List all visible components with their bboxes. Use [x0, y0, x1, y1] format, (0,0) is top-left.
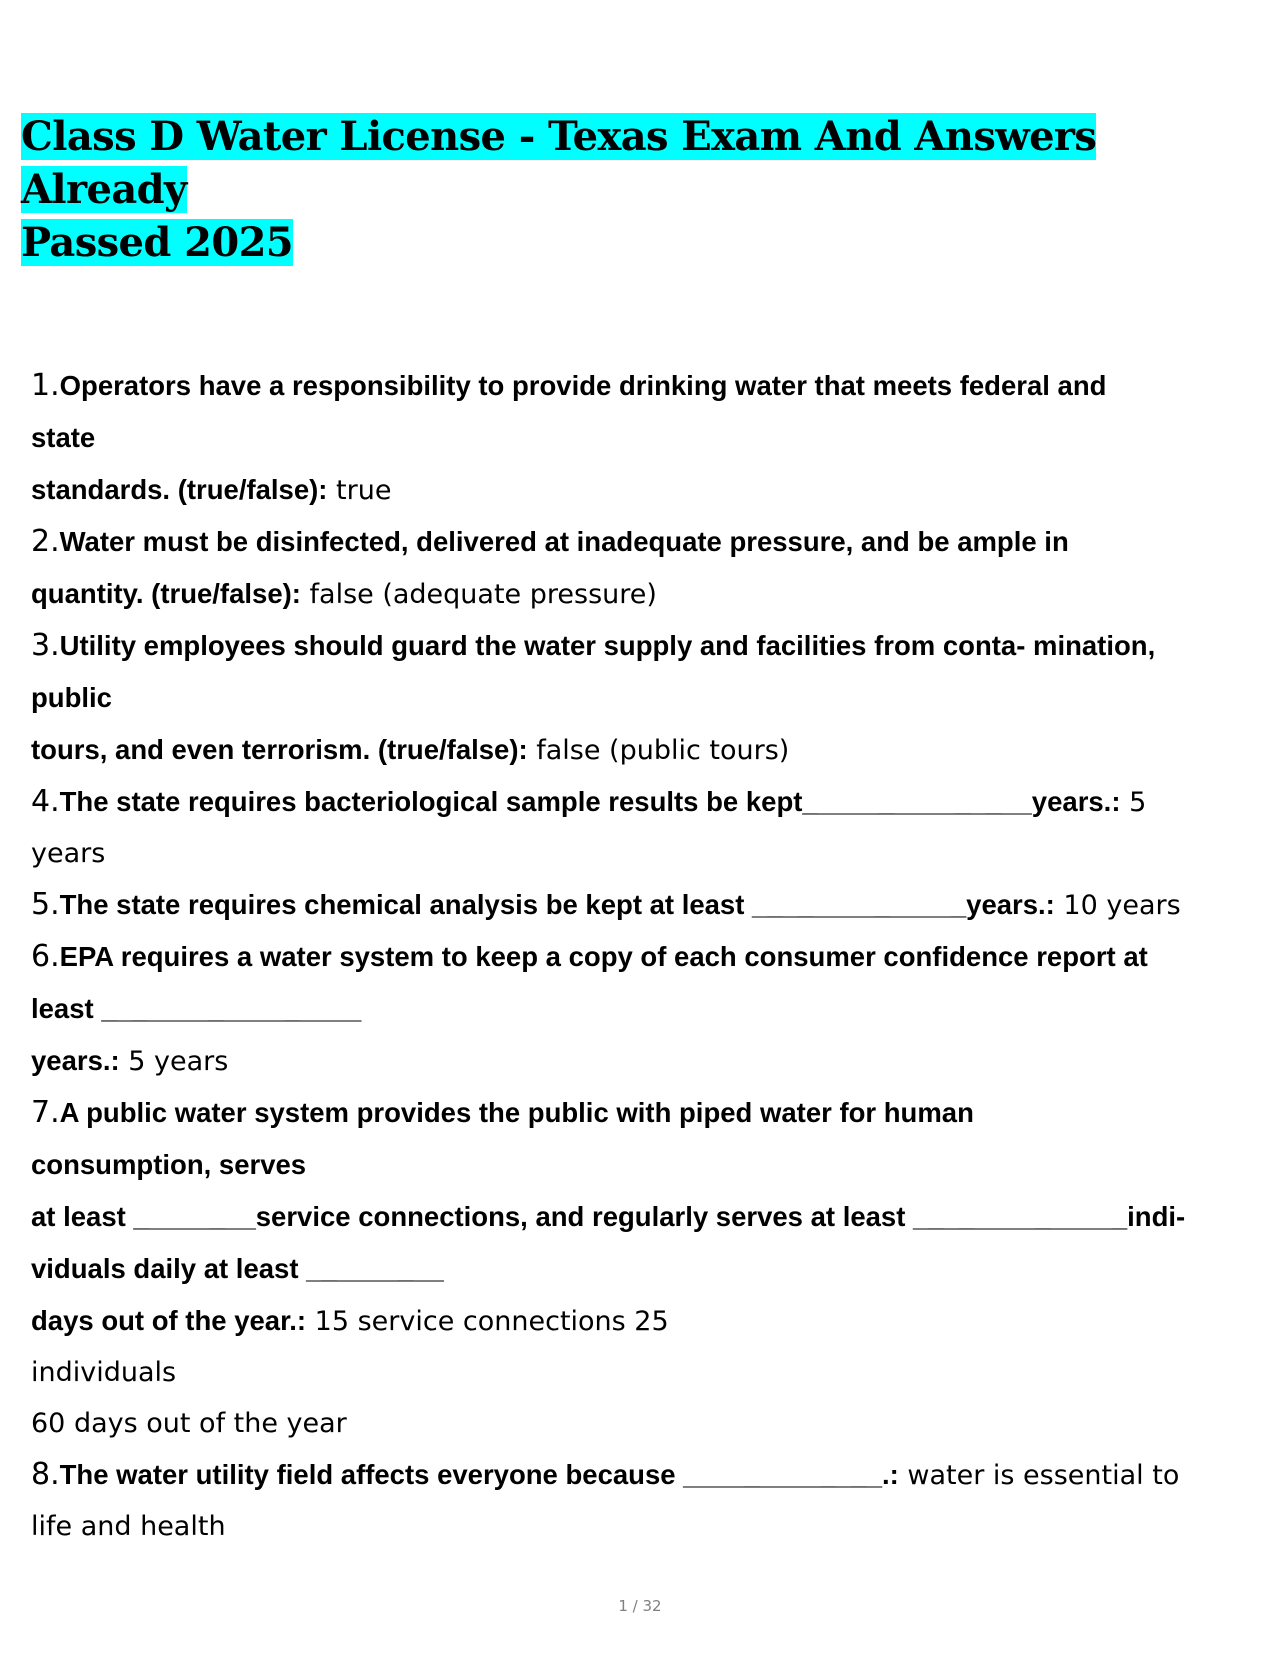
answer-text: 5	[1120, 787, 1147, 818]
question-list	[31, 360, 1256, 1552]
answer-text: water is essential to	[898, 1460, 1180, 1491]
question-line	[31, 1295, 1256, 1347]
question-3	[31, 620, 1256, 776]
question-line	[31, 1398, 1256, 1449]
question-line	[31, 1139, 1256, 1191]
question-text: years.:	[31, 1045, 120, 1076]
question-7	[31, 1087, 1256, 1449]
question-text: least _________________	[31, 993, 362, 1024]
question-text: days out of the year.:	[31, 1305, 307, 1336]
question-1	[31, 360, 1256, 516]
question-text: The state requires bacteriological sample results be kept_______________years.:	[59, 786, 1121, 817]
question-text: A public water system provides the public with piped water for human	[59, 1097, 974, 1128]
answer-text: individuals	[31, 1357, 177, 1388]
question-8	[31, 1449, 1256, 1552]
question-5	[31, 879, 1256, 931]
question-text: Water must be disinfected, delivered at inadequate pressure, and be ample in	[59, 526, 1069, 557]
question-line	[31, 1087, 1256, 1139]
question-number: 5.	[31, 887, 60, 922]
title-highlight-line-1: Class D Water License - Texas Exam And Answers Already	[21, 113, 1097, 213]
answer-text: years	[31, 838, 106, 869]
question-number: 1.	[31, 368, 60, 403]
question-line	[31, 516, 1256, 568]
question-number: 8.	[31, 1457, 60, 1492]
document-title	[21, 110, 1241, 269]
question-4	[31, 776, 1256, 879]
question-number: 3.	[31, 628, 60, 663]
answer-text: false (adequate pressure)	[300, 579, 657, 610]
question-line	[31, 1243, 1256, 1295]
question-text: tours, and even terrorism. (true/false):	[31, 734, 528, 765]
question-line	[31, 828, 1256, 879]
question-number: 7.	[31, 1095, 60, 1130]
question-line	[31, 983, 1256, 1035]
question-text: The state requires chemical analysis be kept at least ______________years.:	[59, 889, 1055, 920]
question-text: The water utility field affects everyone because _____________.:	[59, 1459, 899, 1490]
question-number: 2.	[31, 524, 60, 559]
answer-text: 60 days out of the year	[31, 1408, 347, 1439]
question-line	[31, 1191, 1256, 1243]
question-line	[31, 776, 1256, 828]
question-line	[31, 360, 1256, 412]
question-number: 6.	[31, 939, 60, 974]
question-line	[31, 1501, 1256, 1552]
answer-text: false (public tours)	[527, 735, 790, 766]
question-text: standards. (true/false):	[31, 474, 328, 505]
question-text: quantity. (true/false):	[31, 578, 301, 609]
question-text: Utility employees should guard the water supply and facilities from conta- mination,	[59, 630, 1156, 661]
question-line	[31, 931, 1256, 983]
question-line	[31, 412, 1256, 464]
question-text: state	[31, 422, 96, 453]
answer-text: 5 years	[119, 1046, 229, 1077]
question-line	[31, 1449, 1256, 1501]
question-text: Operators have a responsibility to provide drinking water that meets federal and	[59, 370, 1107, 401]
question-text: EPA requires a water system to keep a copy of each consumer confidence report at	[59, 941, 1148, 972]
question-line	[31, 464, 1256, 516]
question-line	[31, 879, 1256, 931]
question-line	[31, 672, 1256, 724]
question-text: at least ________service connections, and regularly serves at least ______________indi-	[31, 1201, 1186, 1232]
title-highlight-line-2: Passed 2025	[21, 219, 294, 266]
question-text: consumption, serves	[31, 1149, 307, 1180]
question-number: 4.	[31, 784, 60, 819]
question-line	[31, 1035, 1256, 1087]
question-line	[31, 620, 1256, 672]
question-text: viduals daily at least _________	[31, 1253, 444, 1284]
answer-text: life and health	[31, 1511, 226, 1542]
question-text: public	[31, 682, 112, 713]
page-indicator: 1 / 32	[618, 1597, 662, 1615]
question-line	[31, 568, 1256, 620]
question-6	[31, 931, 1256, 1087]
answer-text: 10 years	[1054, 890, 1181, 921]
question-line	[31, 1347, 1256, 1398]
question-line	[31, 724, 1256, 776]
answer-text: true	[327, 475, 392, 506]
question-2	[31, 516, 1256, 620]
answer-text: 15 service connections 25	[306, 1306, 669, 1337]
